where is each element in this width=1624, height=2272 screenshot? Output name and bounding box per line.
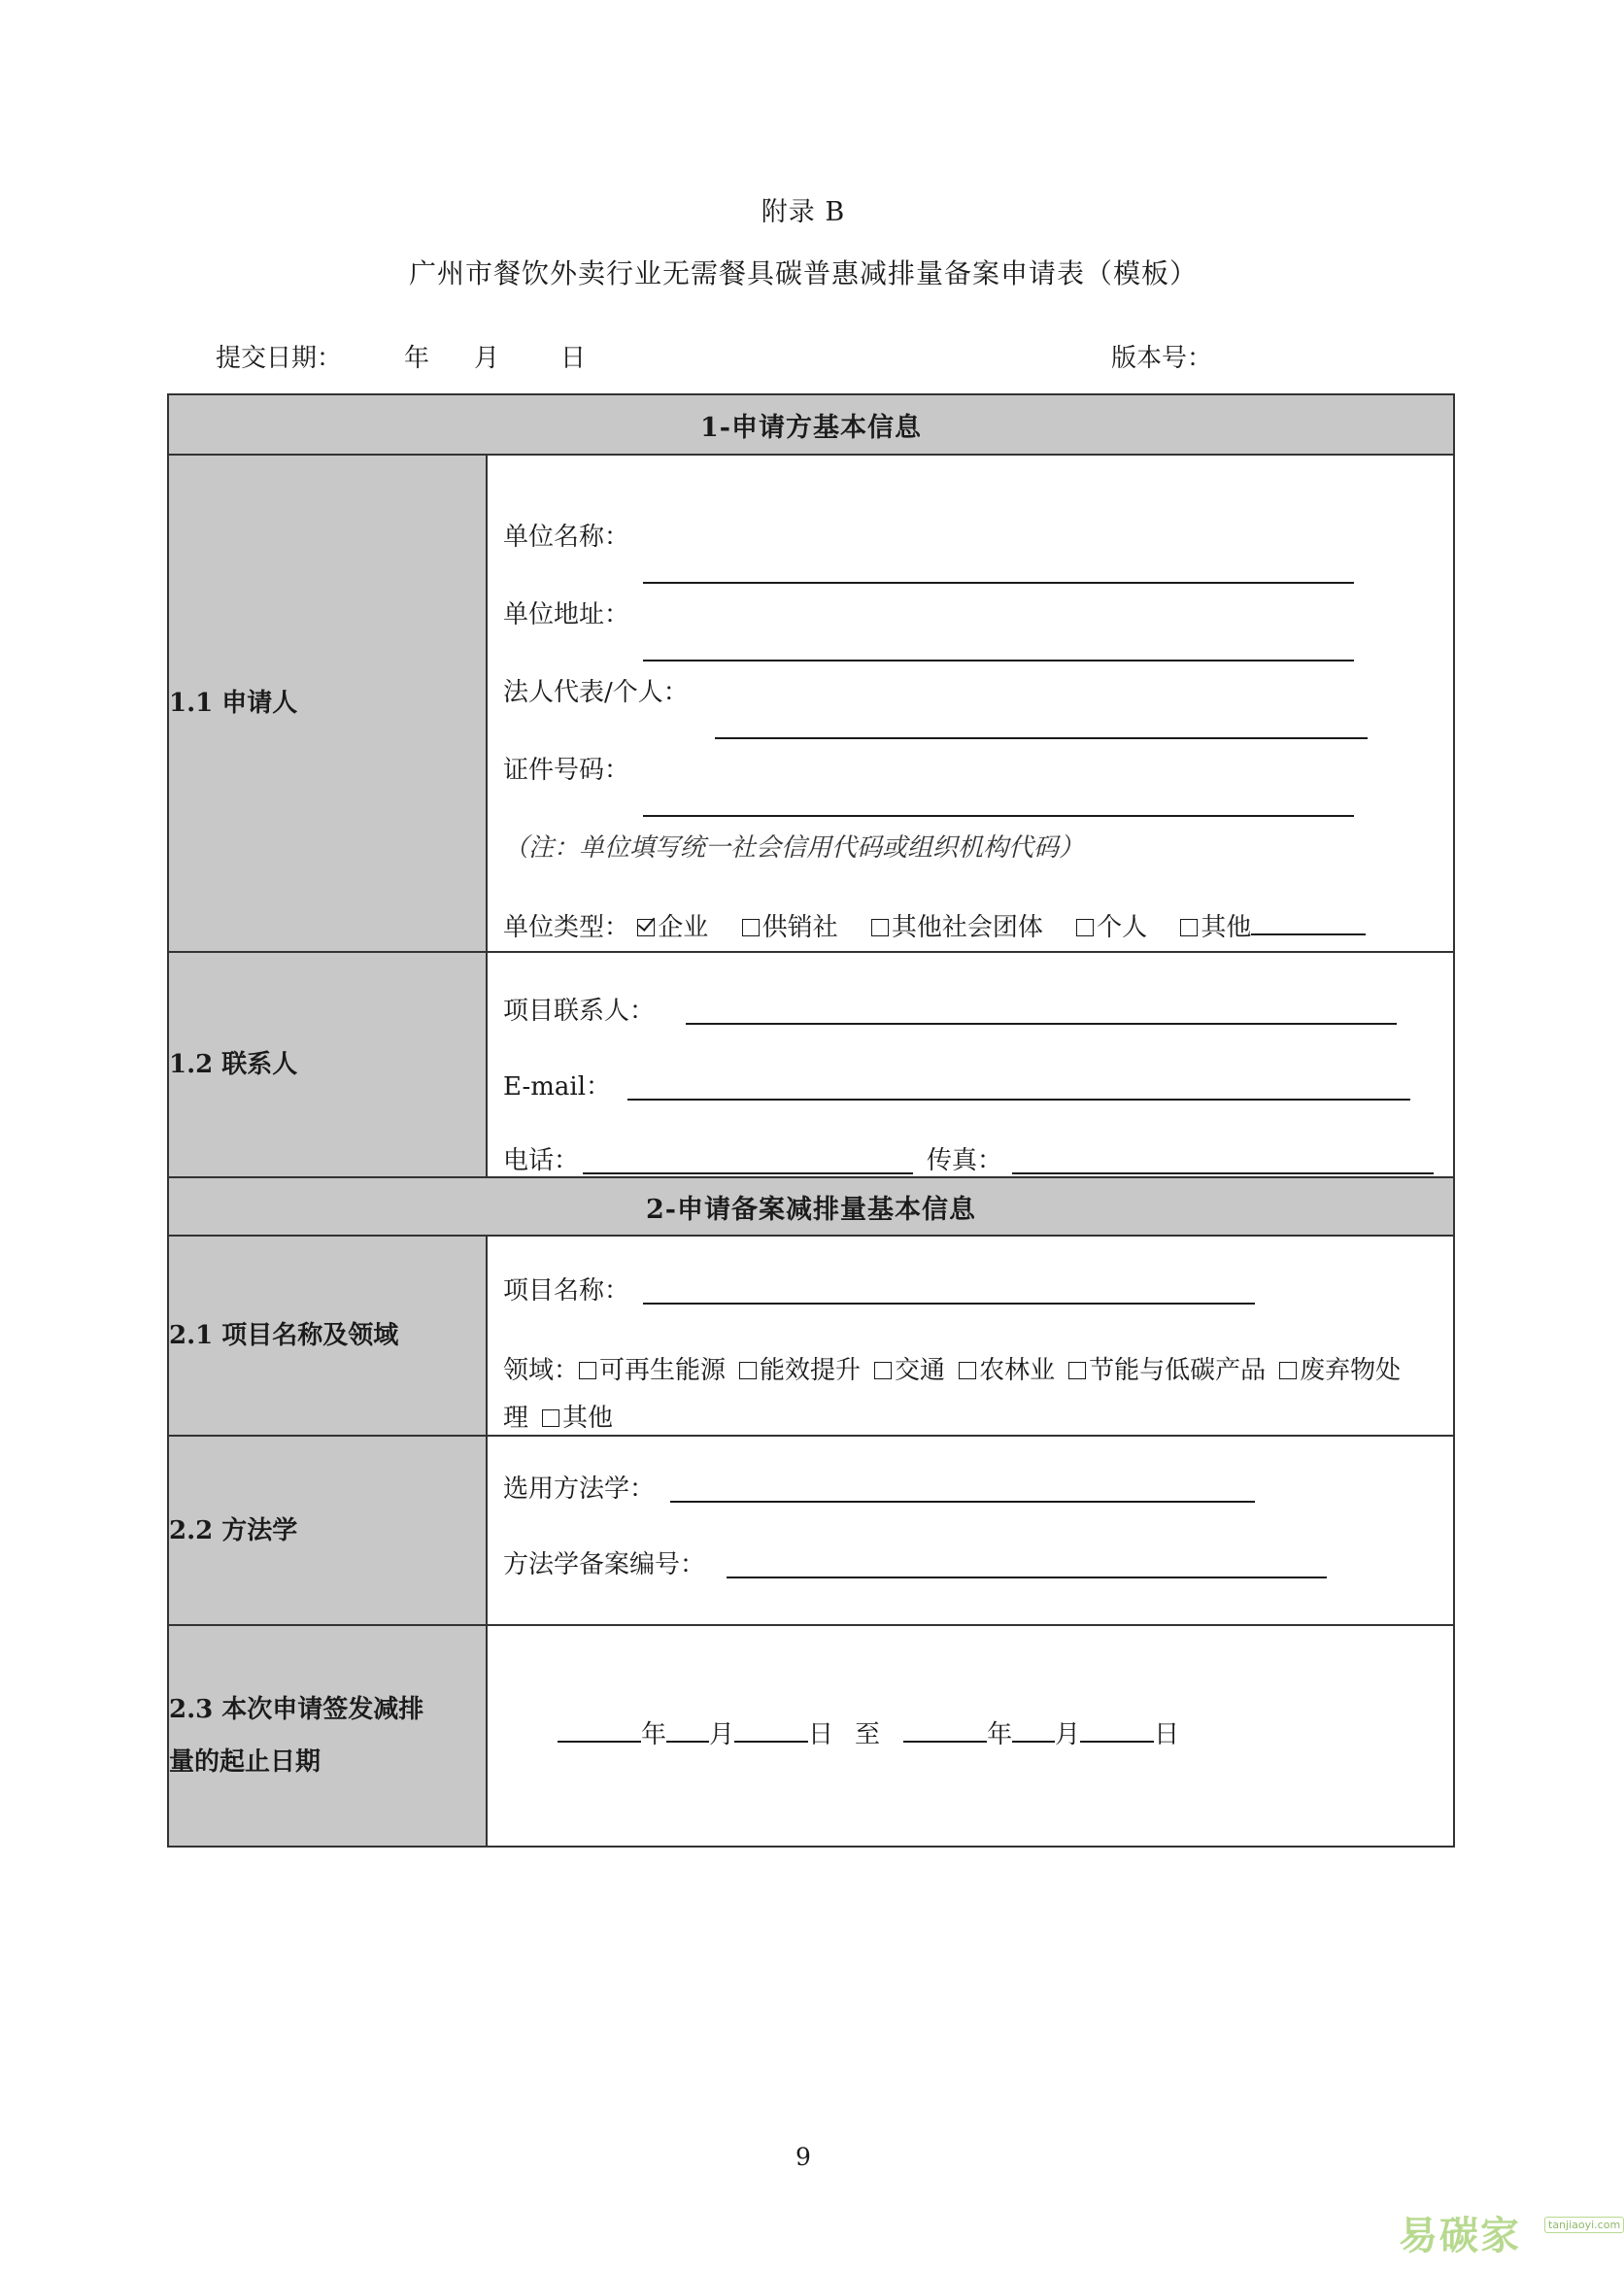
submit-month: 月	[474, 344, 500, 373]
applicant-content	[487, 455, 1454, 952]
checkbox-icon[interactable]	[579, 1362, 596, 1379]
start-day-unit: 日	[808, 1720, 834, 1749]
fax-field[interactable]	[1012, 1172, 1434, 1174]
application-form-table	[167, 393, 1455, 1848]
watermark-sub: tanjiaoyi.com	[1544, 2217, 1624, 2233]
unit-type-option-coop[interactable]	[742, 913, 838, 942]
start-year-field[interactable]	[558, 1719, 641, 1743]
form-title: 广州市餐饮外卖行业无需餐具碳普惠减排量备案申请表（模板）	[408, 257, 1198, 289]
checkbox-icon[interactable]	[542, 1409, 559, 1427]
option-label: 其他	[1201, 913, 1252, 942]
project-field-content	[487, 1236, 1454, 1436]
unit-address-label: 单位地址：	[503, 600, 630, 629]
option-label: 可再生能源	[599, 1356, 727, 1385]
checkbox-checked-icon[interactable]	[637, 919, 655, 936]
unit-type-option-enterprise[interactable]	[637, 913, 708, 942]
option-label: 企业	[658, 913, 709, 942]
start-month-unit: 月	[709, 1720, 735, 1749]
selected-methodology-label: 选用方法学：	[503, 1475, 656, 1504]
end-day-unit: 日	[1154, 1720, 1180, 1749]
checkbox-icon[interactable]	[1180, 919, 1198, 936]
fax-label: 传真：	[927, 1146, 1003, 1175]
checkbox-icon[interactable]	[871, 919, 889, 936]
submit-year: 年	[404, 344, 430, 373]
option-label: 能效提升	[760, 1356, 862, 1385]
watermark-text: 易碳家	[1399, 2214, 1521, 2258]
domain-option-efficiency[interactable]	[739, 1356, 861, 1385]
end-month-field[interactable]	[1012, 1719, 1055, 1743]
methodology-label: 2.2 方法学	[168, 1436, 487, 1625]
end-year-unit: 年	[987, 1720, 1013, 1749]
unit-type-other-field[interactable]	[1251, 912, 1366, 935]
checkbox-icon[interactable]	[1068, 1362, 1086, 1379]
domain-option-renewable[interactable]	[579, 1356, 726, 1385]
email-field[interactable]	[627, 1099, 1410, 1101]
end-day-field[interactable]	[1080, 1719, 1154, 1743]
submit-day: 日	[560, 344, 587, 373]
end-month-unit: 月	[1055, 1720, 1081, 1749]
option-label: 交通	[895, 1356, 946, 1385]
domain-option-other[interactable]	[542, 1404, 613, 1433]
field-domain-label: 领域：	[503, 1356, 580, 1385]
checkbox-icon[interactable]	[739, 1362, 757, 1379]
id-number-field[interactable]	[643, 815, 1354, 817]
end-year-field[interactable]	[903, 1719, 987, 1743]
period-label	[168, 1625, 487, 1847]
applicant-label: 1.1 申请人	[168, 455, 487, 952]
checkbox-icon[interactable]	[1076, 919, 1094, 936]
id-number-note: （注：单位填写统一社会信用代码或组织机构代码）	[503, 833, 1085, 863]
unit-type-option-individual[interactable]	[1076, 913, 1147, 942]
project-name-label: 项目名称：	[503, 1276, 630, 1306]
section2-header: 2-申请备案减排量基本信息	[168, 1177, 1454, 1236]
version-label: 版本号：	[1111, 344, 1213, 373]
unit-type-row	[503, 910, 1366, 945]
unit-type-option-social-group[interactable]	[871, 913, 1043, 942]
contact-label: 1.2 联系人	[168, 952, 487, 1177]
option-label: 其他	[562, 1404, 614, 1433]
submit-date-label: 提交日期：	[216, 344, 343, 373]
id-number-label: 证件号码：	[503, 756, 630, 785]
option-label: 个人	[1097, 913, 1148, 942]
period-label-line2: 量的起止日期	[169, 1747, 321, 1777]
project-contact-field[interactable]	[686, 1023, 1397, 1025]
contact-content	[487, 952, 1454, 1177]
period-to: 至	[855, 1720, 881, 1749]
field-domain-row	[503, 1347, 1436, 1442]
phone-label: 电话：	[503, 1146, 580, 1175]
project-name-field[interactable]	[643, 1303, 1255, 1305]
methodology-record-field[interactable]	[727, 1577, 1327, 1578]
legal-rep-field[interactable]	[715, 737, 1368, 739]
section1-header: 1-申请方基本信息	[168, 394, 1454, 455]
start-year-unit: 年	[641, 1720, 667, 1749]
option-label: 农林业	[979, 1356, 1056, 1385]
project-field-label: 2.1 项目名称及领域	[168, 1236, 487, 1436]
domain-option-agroforestry[interactable]	[959, 1356, 1055, 1385]
period-date-row	[558, 1717, 1179, 1752]
period-content	[487, 1625, 1454, 1847]
email-label: E-mail：	[503, 1072, 612, 1102]
submit-date-line	[216, 338, 1284, 373]
domain-option-low-carbon-products[interactable]	[1068, 1356, 1266, 1385]
option-label: 废弃物处理	[503, 1356, 1402, 1433]
appendix-title: 附录 B	[761, 197, 846, 227]
legal-rep-label: 法人代表/个人：	[503, 678, 689, 707]
checkbox-icon[interactable]	[1279, 1362, 1297, 1379]
start-day-field[interactable]	[734, 1719, 808, 1743]
start-month-field[interactable]	[666, 1719, 709, 1743]
checkbox-icon[interactable]	[874, 1362, 892, 1379]
unit-name-field[interactable]	[643, 582, 1354, 584]
unit-address-field[interactable]	[643, 660, 1354, 661]
option-label: 供销社	[761, 913, 838, 942]
checkbox-icon[interactable]	[959, 1362, 976, 1379]
unit-type-label: 单位类型：	[503, 913, 630, 942]
watermark-logo	[1399, 2205, 1621, 2258]
period-label-line1: 2.3 本次申请签发减排	[169, 1695, 424, 1724]
option-label: 节能与低碳产品	[1089, 1356, 1267, 1385]
page-number: 9	[795, 2143, 811, 2171]
checkbox-icon[interactable]	[742, 919, 760, 936]
methodology-record-label: 方法学备案编号：	[503, 1550, 706, 1579]
project-contact-label: 项目联系人：	[503, 997, 656, 1026]
unit-name-label: 单位名称：	[503, 523, 630, 552]
unit-type-option-other[interactable]	[1180, 913, 1366, 942]
option-label: 其他社会团体	[891, 913, 1043, 942]
methodology-content	[487, 1436, 1454, 1625]
selected-methodology-field[interactable]	[670, 1501, 1255, 1503]
domain-option-transport[interactable]	[874, 1356, 945, 1385]
phone-field[interactable]	[583, 1172, 913, 1174]
